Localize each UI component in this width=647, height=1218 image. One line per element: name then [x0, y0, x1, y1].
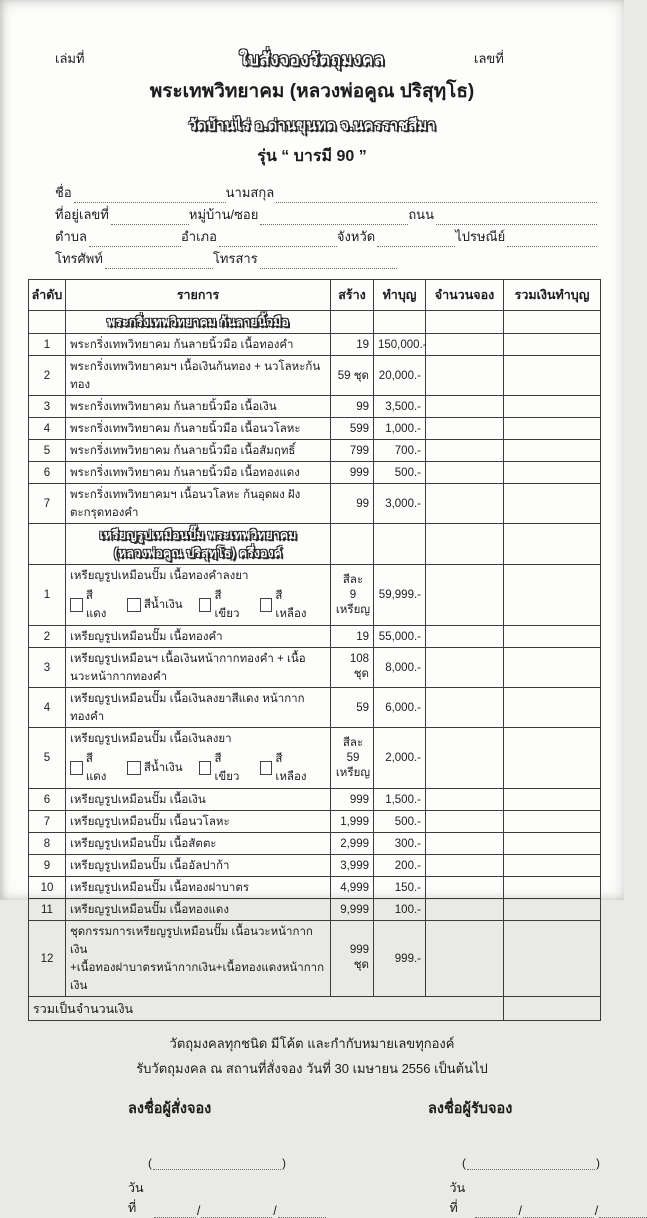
section-title-cell [66, 524, 331, 565]
item-name-line: เหรียญรูปเหมือนปั๊ม เนื้อเงินลงยาสีแดง หน้ากากทองคำ [70, 692, 305, 723]
grand-total-input-cell[interactable] [504, 997, 601, 1021]
color-option [127, 596, 183, 614]
order-table-body [29, 311, 601, 1021]
item-name-line: พระกริ่งเทพวิทยาคม ก้นลายนิ้วมือ เนื้อนวโลหะ [70, 422, 301, 435]
form-line-phone [55, 247, 397, 269]
item-name-line: เหรียญรูปเหมือนปั๊ม เนื้อนวโลหะ [70, 815, 230, 828]
qty-order-input-cell[interactable] [426, 833, 504, 855]
cell-no: 4 [29, 418, 66, 440]
item-row [29, 877, 601, 899]
cell-made-qty: 19 [331, 626, 374, 648]
note-code: วัตถุมงคลทุกชนิด มีโค้ต และกำกับหมายเลขทุกองค์ [169, 1036, 455, 1052]
buyer-info-form [55, 181, 597, 269]
receiver-signature-block [312, 1097, 624, 1120]
main-title: พระเทพวิทยาคม (หลวงพ่อคูณ ปริสุทฺโธ) [149, 81, 475, 102]
qty-order-input-cell[interactable] [426, 789, 504, 811]
qty-order-input-cell[interactable] [426, 921, 504, 997]
road-label: ถนน [408, 207, 434, 222]
col-header-0: ลำดับ [29, 280, 66, 311]
color-checkbox[interactable] [260, 761, 273, 775]
item-row [29, 334, 601, 356]
cell-item-name [66, 418, 331, 440]
cell-made-qty: 999 [331, 789, 374, 811]
total-amount-input-cell[interactable] [504, 356, 601, 396]
orderer-date-line [128, 1178, 326, 1218]
total-amount-input-cell [504, 311, 601, 334]
total-amount-input-cell[interactable] [504, 396, 601, 418]
phone-field-line[interactable] [105, 253, 213, 269]
color-checkbox[interactable] [199, 761, 212, 775]
cell-donation-price: 3,000.- [374, 484, 426, 524]
cell-no [29, 524, 66, 565]
name-label: ชื่อ [55, 185, 72, 200]
address-no-label: ที่อยู่เลขที่ [55, 207, 109, 222]
date-label: วันที่ [128, 1181, 144, 1216]
cell-no: 4 [29, 688, 66, 728]
book-no-label: เล่มที่ [55, 51, 85, 66]
address-no-field-line[interactable] [111, 209, 189, 225]
total-amount-input-cell[interactable] [504, 899, 601, 921]
color-checkbox[interactable] [70, 598, 83, 612]
cell-made-qty: 99 [331, 396, 374, 418]
cell-made-qty: 99 [331, 484, 374, 524]
checkbox-label: สีน้ำเงิน [143, 761, 183, 774]
cell-no: 3 [29, 396, 66, 418]
color-checkbox[interactable] [127, 761, 141, 775]
date-separator: / [196, 1204, 201, 1218]
section-title-row [29, 311, 601, 334]
item-row [29, 811, 601, 833]
made-qty-line: 59 เหรียญ [335, 752, 371, 780]
qty-order-input-cell[interactable] [426, 356, 504, 396]
cell-donation-price: 1,000.- [374, 418, 426, 440]
qty-order-input-cell [426, 524, 504, 565]
cell-made-qty: 999 [331, 462, 374, 484]
cell-made-qty: 999 ชุด [331, 921, 374, 997]
cell-donation-price: 700.- [374, 440, 426, 462]
section-title-cell [66, 311, 331, 334]
edition-title: รุ่น “ บารมี 90 ” [257, 148, 367, 165]
surname-label: นามสกุล [225, 185, 275, 200]
cell-donation-price: 150.- [374, 877, 426, 899]
village-label: หมู่บ้าน/ซอย [188, 207, 259, 222]
form-line-address [55, 203, 597, 225]
qty-order-input-cell[interactable] [426, 396, 504, 418]
grand-total-label: รวมเป็นจำนวนเงิน [29, 997, 504, 1021]
grand-total-row [29, 997, 601, 1021]
cell-no: 2 [29, 626, 66, 648]
cell-item-name [66, 565, 331, 626]
signature-row [0, 1097, 624, 1120]
cell-made-qty [331, 311, 374, 334]
qty-order-input-cell[interactable] [426, 688, 504, 728]
cell-item-name [66, 462, 331, 484]
total-amount-input-cell[interactable] [504, 877, 601, 899]
receiver-date-day[interactable] [475, 1205, 517, 1218]
receiver-date-year[interactable] [599, 1205, 647, 1218]
printed-name-row [0, 1156, 624, 1170]
col-header-5: รวมเงินทำบุญ [504, 280, 601, 311]
color-options [70, 750, 326, 786]
total-amount-input-cell[interactable] [504, 418, 601, 440]
cell-no: 2 [29, 356, 66, 396]
district-field-line[interactable] [219, 231, 337, 247]
orderer-signature-block [0, 1097, 312, 1120]
cell-item-name [66, 877, 331, 899]
header-row [0, 48, 624, 70]
receiver-name-line[interactable] [467, 1157, 595, 1170]
paren-close: ) [282, 1156, 286, 1171]
cell-donation-price: 150,000.- [374, 334, 426, 356]
fax-field-line[interactable] [260, 253, 397, 269]
cell-made-qty: 4,999 [331, 877, 374, 899]
cell-donation-price [374, 524, 426, 565]
total-amount-input-cell[interactable] [504, 855, 601, 877]
doc-no-label: เลขที่ [474, 51, 504, 66]
item-row [29, 648, 601, 688]
cell-donation-price: 300.- [374, 833, 426, 855]
form-title: ใบสั่งจองวัตถุมงคล [239, 50, 385, 69]
cell-no: 10 [29, 877, 66, 899]
orderer-name-line[interactable] [153, 1157, 281, 1170]
qty-order-input-cell[interactable] [426, 565, 504, 626]
item-row [29, 688, 601, 728]
color-option [127, 759, 183, 777]
section-title-row [29, 524, 601, 565]
cell-donation-price: 2,000.- [374, 728, 426, 789]
cell-donation-price: 20,000.- [374, 356, 426, 396]
color-option [70, 587, 111, 623]
cell-made-qty [331, 728, 374, 789]
fax-label: โทรสาร [212, 251, 258, 266]
receiver-date-month[interactable] [523, 1205, 594, 1218]
item-row [29, 833, 601, 855]
checkbox-label: สีแดง [85, 589, 107, 620]
color-checkbox[interactable] [260, 598, 273, 612]
cell-no: 9 [29, 855, 66, 877]
item-row [29, 484, 601, 524]
date-separator: / [518, 1204, 522, 1218]
cell-no: 8 [29, 833, 66, 855]
qty-order-input-cell[interactable] [426, 728, 504, 789]
item-name-line: พระกริ่งเทพวิทยาคม ก้นลายนิ้วมือ เนื้อสัมฤทธิ์ [70, 444, 296, 457]
subdistrict-label: ตำบล [55, 229, 87, 244]
item-row [29, 440, 601, 462]
form-line-district [55, 225, 597, 247]
item-name-line: พระกริ่งเทพวิทยาคม ก้นลายนิ้วมือ เนื้อทองคำ [70, 338, 294, 351]
item-row [29, 356, 601, 396]
item-name-line: เหรียญรูปเหมือนปั๊ม เนื้ออัลปาก้า [70, 859, 230, 872]
surname-field-line[interactable] [276, 187, 597, 203]
date-separator: / [273, 1204, 277, 1218]
item-name-line: พระกริ่งเทพวิทยาคม ก้นลายนิ้วมือ เนื้อเงิน [70, 400, 277, 413]
cell-donation-price: 500.- [374, 811, 426, 833]
cell-made-qty: 3,999 [331, 855, 374, 877]
orderer-printed-name [148, 1156, 286, 1170]
subdistrict-field-line[interactable] [89, 231, 181, 247]
cell-item-name [66, 396, 331, 418]
cell-item-name [66, 833, 331, 855]
cell-made-qty: 2,999 [331, 833, 374, 855]
temple-subtitle: วัดบ้านไร่ อ.ด่านขุนทด จ.นครราชสีมา [188, 117, 436, 134]
color-checkbox[interactable] [127, 598, 141, 612]
cell-donation-price: 500.- [374, 462, 426, 484]
cell-no: 7 [29, 811, 66, 833]
item-name-line: เหรียญรูปเหมือนปั๊ม เนื้อทองคำลงยา [70, 569, 249, 582]
checkbox-label: สีเขียว [214, 589, 240, 620]
item-row [29, 626, 601, 648]
orderer-sign-label: ลงชื่อผู้สั่งจอง [128, 1101, 212, 1118]
total-amount-input-cell[interactable] [504, 334, 601, 356]
made-qty-line: สีละ [342, 574, 364, 587]
cell-item-name [66, 648, 331, 688]
cell-no: 11 [29, 899, 66, 921]
total-amount-input-cell[interactable] [504, 648, 601, 688]
made-qty-line: สีละ [342, 737, 364, 750]
receiver-date-line [450, 1178, 647, 1218]
total-amount-input-cell[interactable] [504, 626, 601, 648]
cell-item-name [66, 688, 331, 728]
col-header-3: ทำบุญ [374, 280, 426, 311]
cell-no: 6 [29, 462, 66, 484]
qty-order-input-cell[interactable] [426, 484, 504, 524]
road-field-line[interactable] [436, 209, 597, 225]
cell-item-name [66, 921, 331, 997]
qty-order-input-cell[interactable] [426, 855, 504, 877]
cell-donation-price: 8,000.- [374, 648, 426, 688]
cell-no: 1 [29, 334, 66, 356]
qty-order-input-cell [426, 311, 504, 334]
cell-made-qty: 59 ชุด [331, 356, 374, 396]
color-option [260, 750, 311, 786]
cell-made-qty: 1,999 [331, 811, 374, 833]
item-name-line: เหรียญรูปเหมือนปั๊ม เนื้อทองคำ [70, 630, 223, 643]
cell-made-qty: 599 [331, 418, 374, 440]
item-row [29, 728, 601, 789]
cell-no [29, 311, 66, 334]
name-field-line[interactable] [74, 187, 226, 203]
orderer-date-month[interactable] [201, 1205, 272, 1218]
cell-no: 7 [29, 484, 66, 524]
header-row [29, 280, 601, 311]
paren-open: ( [148, 1156, 152, 1171]
receiver-sign-label: ลงชื่อผู้รับจอง [428, 1101, 513, 1118]
province-field-line[interactable] [377, 231, 455, 247]
cell-no: 12 [29, 921, 66, 997]
item-name-line: เหรียญรูปเหมือนปั๊ม เนื้อทองฝาบาตร [70, 881, 250, 894]
total-amount-input-cell [504, 524, 601, 565]
item-name-line: เหรียญรูปเหมือนฯ เนื้อเงินหน้ากากทองคำ + เนื้อนวะหน้ากากทองคำ [70, 652, 306, 683]
cell-no: 1 [29, 565, 66, 626]
cell-item-name [66, 899, 331, 921]
item-row [29, 855, 601, 877]
item-row [29, 789, 601, 811]
item-name-line: +เนื้อทองฝาบาตรหน้ากากเงิน+เนื้อทองแดงหน้ากากเงิน [70, 961, 325, 992]
qty-order-input-cell[interactable] [426, 877, 504, 899]
col-header-4: จำนวนจอง [426, 280, 504, 311]
cell-item-name [66, 334, 331, 356]
province-label: จังหวัด [336, 229, 376, 244]
color-option [70, 750, 111, 786]
postcode-field-line[interactable] [507, 231, 597, 247]
section-title-line: เหรียญรูปเหมือนปั๊ม พระเทพวิทยาคม [99, 528, 297, 543]
made-qty-line: 9 เหรียญ [335, 589, 371, 617]
village-field-line[interactable] [260, 209, 408, 225]
col-header-1: รายการ [66, 280, 331, 311]
cell-item-name [66, 855, 331, 877]
item-row [29, 396, 601, 418]
cell-item-name [66, 728, 331, 789]
color-options [70, 587, 326, 623]
cell-donation-price: 3,500.- [374, 396, 426, 418]
cell-made-qty [331, 565, 374, 626]
item-name-line: เหรียญรูปเหมือนปั๊ม เนื้อสัตตะ [70, 837, 217, 850]
cell-donation-price: 100.- [374, 899, 426, 921]
cell-item-name [66, 484, 331, 524]
cell-made-qty: 59 [331, 688, 374, 728]
qty-order-input-cell[interactable] [426, 648, 504, 688]
qty-order-input-cell[interactable] [426, 899, 504, 921]
note-pickup: รับวัตถุมงคล ณ สถานที่สั่งจอง วันที่ 30 เมษายน 2556 เป็นต้นไป [136, 1061, 488, 1077]
color-option [199, 750, 244, 786]
cell-donation-price: 59,999.- [374, 565, 426, 626]
total-amount-input-cell[interactable] [504, 728, 601, 789]
paren-close: ) [596, 1156, 600, 1171]
form-line-name [55, 181, 597, 203]
cell-donation-price: 6,000.- [374, 688, 426, 728]
item-name-line: พระกริ่งเทพวิทยาคมฯ เนื้อนวโลหะ ก้นอุดผง ฝังตะกรุดทองคำ [70, 488, 301, 519]
color-option [260, 587, 311, 623]
item-name-line: พระกริ่งเทพวิทยาคม ก้นลายนิ้วมือ เนื้อทองแดง [70, 466, 300, 479]
checkbox-label: สีเหลือง [275, 752, 307, 783]
qty-order-input-cell[interactable] [426, 811, 504, 833]
cell-no: 3 [29, 648, 66, 688]
cell-made-qty: 108 ชุด [331, 648, 374, 688]
paren-open: ( [462, 1156, 466, 1171]
total-amount-input-cell[interactable] [504, 789, 601, 811]
cell-donation-price [374, 311, 426, 334]
section-title-line: (หลวงพ่อคูณ ปริสุทฺโธ) ครึ่งองค์ [113, 546, 282, 561]
total-amount-input-cell[interactable] [504, 833, 601, 855]
item-row [29, 418, 601, 440]
cell-no: 5 [29, 440, 66, 462]
cell-made-qty [331, 524, 374, 565]
cell-no: 6 [29, 789, 66, 811]
color-option [199, 587, 244, 623]
item-row [29, 462, 601, 484]
checkbox-label: สีน้ำเงิน [143, 598, 183, 611]
date-row [0, 1178, 624, 1218]
col-header-2: สร้าง [331, 280, 374, 311]
qty-order-input-cell[interactable] [426, 462, 504, 484]
total-amount-input-cell[interactable] [504, 484, 601, 524]
color-checkbox[interactable] [199, 598, 212, 612]
cell-donation-price: 200.- [374, 855, 426, 877]
cell-item-name [66, 811, 331, 833]
order-table-head [29, 280, 601, 311]
orderer-date-day[interactable] [154, 1205, 196, 1218]
order-table [28, 279, 601, 1021]
cell-item-name [66, 626, 331, 648]
cell-donation-price: 55,000.- [374, 626, 426, 648]
item-name-line: เหรียญรูปเหมือนปั๊ม เนื้อทองแดง [70, 903, 229, 916]
orderer-date-year[interactable] [278, 1205, 326, 1218]
item-row [29, 899, 601, 921]
item-name-line: เหรียญรูปเหมือนปั๊ม เนื้อเงินลงยา [70, 732, 232, 745]
date-label: วันที่ [449, 1181, 466, 1216]
cell-item-name [66, 440, 331, 462]
total-amount-input-cell[interactable] [504, 565, 601, 626]
cell-donation-price: 1,500.- [374, 789, 426, 811]
total-amount-input-cell[interactable] [504, 688, 601, 728]
cell-no: 5 [29, 728, 66, 789]
item-name-line: พระกริ่งเทพวิทยาคมฯ เนื้อเงินก้นทอง + นวโลหะก้นทอง [70, 360, 321, 391]
qty-order-input-cell[interactable] [426, 334, 504, 356]
cell-made-qty: 9,999 [331, 899, 374, 921]
item-name-line: ชุดกรรมการเหรียญรูปเหมือนปั๊ม เนื้อนวะหน้ากากเงิน [70, 925, 313, 956]
item-row [29, 565, 601, 626]
section-title-line: พระกริ่งเทพวิทยาคม ก้นลายนิ้วมือ [107, 315, 289, 329]
color-checkbox[interactable] [70, 761, 83, 775]
total-amount-input-cell[interactable] [504, 462, 601, 484]
receiver-printed-name [462, 1156, 600, 1170]
checkbox-label: สีเหลือง [275, 589, 307, 620]
qty-order-input-cell[interactable] [426, 418, 504, 440]
checkbox-label: สีแดง [85, 752, 107, 783]
date-separator: / [594, 1204, 599, 1218]
cell-donation-price: 999.- [374, 921, 426, 997]
total-amount-input-cell[interactable] [504, 440, 601, 462]
cell-made-qty: 19 [331, 334, 374, 356]
total-amount-input-cell[interactable] [504, 921, 601, 997]
phone-label: โทรศัพท์ [55, 251, 103, 266]
checkbox-label: สีเขียว [214, 752, 240, 783]
cell-item-name [66, 789, 331, 811]
district-label: อำเภอ [180, 229, 217, 244]
total-amount-input-cell[interactable] [504, 811, 601, 833]
qty-order-input-cell[interactable] [426, 626, 504, 648]
item-name-line: เหรียญรูปเหมือนปั๊ม เนื้อเงิน [70, 793, 206, 806]
item-row [29, 921, 601, 997]
qty-order-input-cell[interactable] [426, 440, 504, 462]
postcode-label: ไปรษณีย์ [455, 229, 506, 244]
cell-made-qty: 799 [331, 440, 374, 462]
cell-item-name [66, 356, 331, 396]
